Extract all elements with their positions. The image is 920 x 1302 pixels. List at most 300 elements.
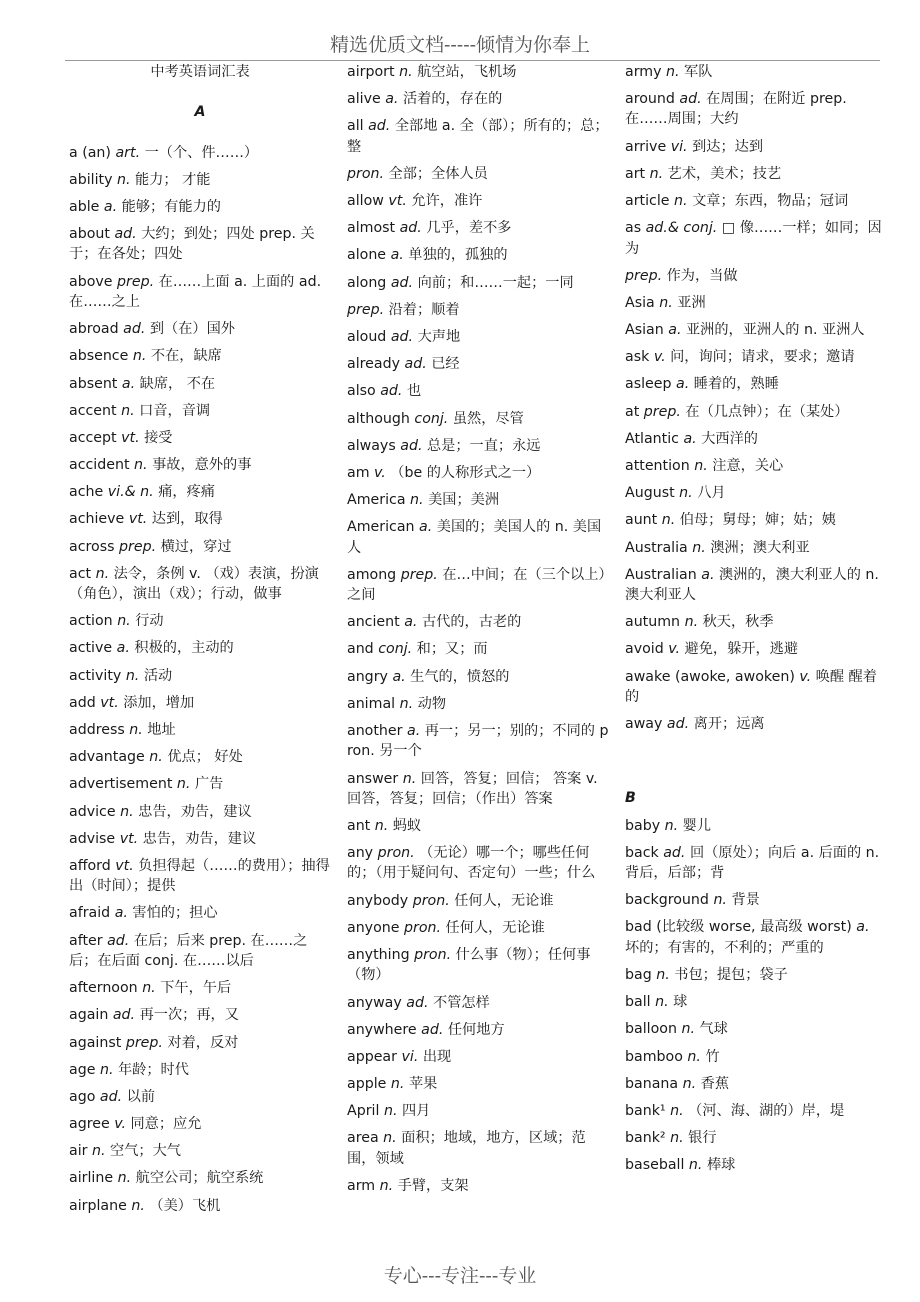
page-header: 精选优质文档-----倾情为你奉上	[329, 34, 591, 56]
vocab-entry	[625, 1128, 887, 1148]
definition: 秋天，秋季	[702, 614, 774, 631]
headword: avoid	[625, 641, 664, 658]
vocab-entry	[347, 667, 609, 687]
headword: airport	[347, 64, 395, 80]
vocab-entry	[69, 747, 331, 767]
definition: 动物	[417, 695, 447, 712]
vocab-entry	[69, 829, 331, 849]
part-of-speech: a.	[116, 640, 130, 657]
headword: always	[347, 437, 396, 454]
part-of-speech: a.	[103, 198, 118, 215]
part-of-speech: ad.& conj.	[645, 220, 718, 237]
headword: alive	[347, 91, 381, 108]
vocab-entry	[69, 374, 331, 394]
definition: 事故，意外的事	[152, 457, 252, 474]
headword: aunt	[625, 512, 658, 529]
vocab-entry	[347, 612, 609, 632]
headword: absent	[69, 375, 118, 392]
definition: 法令，条例 v. （戏）表演，扮演（角色），演出（戏）；行动，做事	[69, 565, 319, 603]
vocab-entry	[69, 143, 331, 163]
headword: act	[69, 565, 92, 582]
definition: 行动	[135, 613, 164, 630]
vocab-entry	[347, 945, 609, 986]
headword: banana	[625, 1075, 679, 1092]
part-of-speech: vt.	[119, 830, 139, 847]
definition: 大西洋的	[701, 430, 758, 447]
definition: 在后；后来 prep. 在……之后；在后面 conj. 在……以后	[69, 932, 308, 969]
definition: 接受	[144, 429, 173, 446]
vocab-entry	[347, 1074, 609, 1094]
part-of-speech: ad.	[390, 274, 414, 291]
headword: ant	[347, 817, 371, 834]
headword: article	[625, 193, 670, 210]
definition: 也	[406, 383, 422, 400]
vocab-entry	[69, 170, 331, 190]
column-3	[625, 62, 887, 1182]
headword: arrive	[625, 138, 667, 155]
definition: 空气；大气	[110, 1143, 181, 1160]
vocab-entry	[625, 667, 887, 708]
part-of-speech: n.	[670, 1102, 684, 1119]
definition: 口音，音调	[139, 402, 211, 419]
part-of-speech: ad.	[399, 220, 422, 237]
definition: 书包；提包；袋子	[674, 966, 788, 983]
part-of-speech: a.	[114, 905, 128, 922]
part-of-speech: pron.	[412, 892, 450, 909]
part-of-speech: n.	[649, 165, 664, 182]
headword: airline	[69, 1170, 114, 1187]
header-divider	[65, 60, 880, 61]
headword: air	[69, 1143, 88, 1160]
vocab-entry	[347, 300, 609, 320]
vocab-entry	[347, 218, 609, 238]
headword: agree	[69, 1116, 110, 1133]
headword: Atlantic	[625, 430, 679, 447]
headword: bad (比较级 worse, 最高级 worst)	[625, 919, 852, 936]
part-of-speech: n.	[655, 994, 669, 1011]
definition: 沿着；顺着	[388, 301, 460, 318]
definition: 美国；美洲	[428, 492, 500, 509]
vocab-entry	[347, 89, 609, 109]
headword: at	[625, 403, 640, 420]
part-of-speech: a.	[407, 723, 421, 740]
definition: 总是；一直；永远	[426, 437, 541, 454]
definition: 单独的，孤独的	[408, 247, 508, 264]
vocab-entry	[347, 694, 609, 714]
part-of-speech: n.	[383, 1103, 398, 1120]
definition: 棒球	[706, 1157, 736, 1174]
definition: 在周围；在附近 prep. 在……周围；大约	[625, 91, 847, 128]
vocab-entry	[625, 565, 887, 606]
part-of-speech: n.	[659, 294, 673, 311]
part-of-speech: vt.	[115, 857, 134, 874]
vocab-entry	[69, 401, 331, 421]
vocab-entry	[625, 1074, 887, 1094]
vocab-entry	[625, 965, 887, 985]
headword: along	[347, 274, 387, 291]
part-of-speech: a.	[121, 375, 136, 392]
headword: August	[625, 485, 675, 502]
headword: afford	[69, 857, 111, 874]
vocab-entry	[69, 509, 331, 529]
headword: advantage	[69, 749, 145, 766]
vocab-entry	[347, 327, 609, 347]
headword: another	[347, 723, 403, 740]
headword: abroad	[69, 321, 119, 338]
part-of-speech: pron.	[404, 919, 442, 936]
part-of-speech: ad.	[112, 1007, 136, 1024]
definition: 在…中间；在（三个以上）之间	[347, 566, 606, 604]
headword: bamboo	[625, 1048, 683, 1065]
part-of-speech: ad.	[421, 1021, 444, 1038]
part-of-speech: n.	[117, 613, 131, 630]
definition: 忠告，劝告，建议	[138, 803, 252, 820]
headword: army	[625, 64, 662, 80]
headword: activity	[69, 667, 122, 684]
headword: attention	[625, 458, 690, 475]
part-of-speech: vt.	[100, 694, 119, 711]
part-of-speech: n.	[402, 770, 417, 787]
headword: bank²	[625, 1130, 666, 1147]
headword: anywhere	[347, 1021, 417, 1038]
part-of-speech: ad.	[380, 383, 403, 400]
vocab-entry	[625, 218, 887, 259]
vocab-entry	[625, 1155, 887, 1175]
headword: away	[625, 716, 663, 733]
headword: American	[347, 519, 415, 536]
headword: anyway	[347, 994, 402, 1011]
definition: 缺席， 不在	[139, 375, 216, 392]
part-of-speech: a.	[390, 247, 404, 264]
definition: 地址	[147, 722, 176, 739]
vocab-entry	[347, 381, 609, 401]
part-of-speech: art.	[115, 144, 141, 161]
headword: balloon	[625, 1021, 677, 1038]
part-of-speech: vi.	[401, 1048, 419, 1065]
part-of-speech: n.	[149, 749, 163, 766]
headword: almost	[347, 220, 396, 237]
part-of-speech: n.	[125, 667, 140, 684]
vocab-entry	[347, 918, 609, 938]
vocab-entry	[625, 164, 887, 184]
part-of-speech: pron.	[377, 845, 415, 862]
vocab-entry	[69, 1033, 331, 1053]
vocab-entry	[69, 272, 331, 313]
headword: ancient	[347, 614, 400, 631]
definition: 在……上面 a. 上面的 ad. 在……之上	[69, 273, 322, 310]
definition: 忠告，劝告，建议	[142, 830, 257, 847]
part-of-speech: n.	[379, 1177, 394, 1194]
entry-list	[625, 816, 887, 1176]
definition: 和；又；而	[416, 641, 488, 658]
definition: 允许，准许	[411, 193, 483, 210]
vocab-entry	[69, 455, 331, 475]
definition: 生气的，愤怒的	[410, 668, 510, 685]
vocab-entry	[347, 565, 609, 606]
headword: any	[347, 845, 374, 862]
headword: absence	[69, 348, 129, 365]
headword: alone	[347, 247, 387, 264]
column-1	[69, 62, 331, 1223]
headword: anyone	[347, 919, 400, 936]
definition: 能力； 才能	[135, 171, 211, 188]
headword: active	[69, 640, 113, 657]
vocab-entry	[625, 510, 887, 530]
headword: Australian	[625, 566, 697, 583]
definition: 八月	[697, 485, 726, 502]
vocab-entry	[347, 1176, 609, 1196]
vocab-entry	[347, 436, 609, 456]
definition: 能够；有能力的	[121, 198, 221, 215]
vocab-entry	[347, 490, 609, 510]
vocab-entry	[347, 891, 609, 911]
part-of-speech: conj.	[378, 641, 413, 658]
definition: 什么事（物）；任何事（物）	[347, 947, 591, 984]
part-of-speech: n.	[134, 457, 148, 474]
part-of-speech: vt.	[128, 511, 148, 528]
part-of-speech: ad.	[679, 91, 702, 108]
headword: appear	[347, 1048, 397, 1065]
part-of-speech: a.	[701, 566, 715, 583]
definition: 亚洲的，亚洲人的 n. 亚洲人	[685, 322, 865, 339]
vocab-entry	[347, 769, 609, 810]
definition: 任何地方	[447, 1021, 505, 1038]
part-of-speech: conj.	[414, 410, 449, 427]
vocab-entry	[625, 191, 887, 211]
vocab-entry	[625, 890, 887, 910]
vocab-entry	[69, 931, 331, 972]
vocab-entry	[69, 1087, 331, 1107]
headword: Asian	[625, 322, 664, 339]
definition: 面积；地域，地方，区域；范围，领域	[347, 1130, 586, 1167]
headword: America	[347, 492, 406, 509]
definition: 航空站，飞机场	[417, 64, 517, 80]
headword: animal	[347, 695, 396, 712]
part-of-speech: vi.& n.	[107, 484, 154, 501]
definition: 文章；东西，物品；冠词	[692, 193, 849, 210]
definition: 全部；全体人员	[388, 165, 488, 182]
vocab-entry	[347, 1047, 609, 1067]
page-footer: 专心---专注---专业	[383, 1265, 537, 1287]
part-of-speech: ad.	[390, 328, 414, 345]
definition: 到达；达到	[692, 138, 764, 155]
definition: 负担得起（……的费用）；抽得出（时间）；提供	[69, 857, 330, 895]
part-of-speech: n.	[684, 614, 699, 631]
headword: also	[347, 383, 376, 400]
headword: accent	[69, 402, 117, 419]
headword: art	[625, 165, 646, 182]
definition: 澳洲的，澳大利亚人的 n. 澳大利亚人	[625, 566, 879, 604]
part-of-speech: n.	[117, 1170, 132, 1187]
column-2	[347, 62, 609, 1203]
vocab-entry	[347, 843, 609, 884]
part-of-speech: n.	[664, 817, 679, 834]
vocab-entry	[69, 611, 331, 631]
definition: 澳洲；澳大利亚	[710, 539, 810, 556]
part-of-speech: n.	[120, 803, 134, 820]
definition: 伯母；舅母；婶；姑；姨	[679, 512, 836, 529]
headword: around	[625, 91, 675, 108]
definition: 大约；到处；四处 prep. 关于；在各处；四处	[69, 226, 315, 263]
part-of-speech: n.	[131, 1197, 145, 1214]
part-of-speech: a.	[683, 430, 697, 447]
part-of-speech: v.	[374, 464, 386, 481]
headword: anybody	[347, 892, 409, 909]
part-of-speech: n.	[383, 1130, 397, 1147]
vocab-entry	[625, 293, 887, 313]
headword: back	[625, 844, 659, 861]
definition: 已经	[431, 356, 460, 373]
definition: 向前；和……一起；一同	[417, 274, 574, 291]
part-of-speech: ad.	[114, 226, 137, 243]
headword: a (an)	[69, 144, 111, 161]
definition: （be 的人称形式之一）	[390, 464, 541, 481]
definition: 任何人，无论谁	[454, 892, 554, 909]
headword: ball	[625, 994, 651, 1011]
part-of-speech: n.	[410, 492, 424, 509]
part-of-speech: n.	[99, 1061, 114, 1078]
part-of-speech: n.	[176, 776, 191, 793]
part-of-speech: vt.	[121, 429, 140, 446]
definition: 离开；远离	[693, 716, 765, 733]
vocab-entry	[69, 903, 331, 923]
headword: am	[347, 464, 370, 481]
vocab-entry	[69, 197, 331, 217]
vocab-entry	[625, 1019, 887, 1039]
part-of-speech: ad.	[99, 1088, 123, 1105]
headword: ache	[69, 484, 104, 501]
vocab-entry	[625, 639, 887, 659]
section-gap	[625, 741, 887, 788]
definition: 唤醒 醒着的	[625, 668, 877, 705]
part-of-speech: n.	[713, 892, 727, 909]
part-of-speech: pron.	[347, 165, 385, 182]
part-of-speech: a.	[668, 322, 682, 339]
headword: allow	[347, 193, 384, 210]
entry-list	[347, 62, 609, 1196]
vocab-entry	[347, 273, 609, 293]
vocab-entry	[69, 1141, 331, 1161]
vocab-entry	[625, 137, 887, 157]
headword: among	[347, 566, 397, 583]
vocab-entry	[347, 409, 609, 429]
vocab-entry	[347, 354, 609, 374]
headword: baby	[625, 817, 661, 834]
vocab-entry	[69, 319, 331, 339]
headword: achieve	[69, 511, 125, 528]
vocab-entry	[69, 428, 331, 448]
headword: baseball	[625, 1157, 685, 1174]
headword: aloud	[347, 328, 387, 345]
vocab-entry	[625, 1047, 887, 1067]
vocab-entry	[625, 816, 887, 836]
part-of-speech: n.	[679, 485, 693, 502]
vocab-entry	[347, 1101, 609, 1121]
definition: 活动	[143, 667, 173, 684]
definition: 再一次；再，又	[139, 1007, 239, 1024]
entry-list	[625, 62, 887, 734]
headword: April	[347, 1103, 380, 1120]
definition: 一（个、件……）	[144, 144, 259, 161]
vocab-entry	[625, 612, 887, 632]
headword: advertisement	[69, 776, 173, 793]
headword: bank¹	[625, 1102, 666, 1119]
vocab-entry	[625, 992, 887, 1012]
part-of-speech: vi.	[670, 138, 688, 155]
vocab-entry	[69, 856, 331, 897]
part-of-speech: prep.	[625, 267, 663, 284]
headword: background	[625, 892, 709, 909]
part-of-speech: v.	[799, 668, 812, 685]
definition: 银行	[688, 1130, 717, 1147]
definition: 添加，增加	[123, 694, 195, 711]
part-of-speech: n.	[687, 1048, 701, 1065]
definition: 军队	[684, 64, 713, 80]
vocab-entry	[69, 1060, 331, 1080]
vocab-entry	[69, 564, 331, 605]
headword: ask	[625, 349, 650, 366]
vocab-entry	[625, 456, 887, 476]
headword: autumn	[625, 614, 681, 631]
vocab-entry	[625, 374, 887, 394]
vocab-entry	[347, 993, 609, 1013]
part-of-speech: n.	[666, 64, 680, 80]
part-of-speech: prep.	[347, 301, 385, 318]
vocab-entry	[69, 666, 331, 686]
headword: above	[69, 273, 113, 290]
definition: 在（几点钟）；在（某处）	[685, 403, 849, 420]
vocab-entry	[69, 720, 331, 740]
part-of-speech: n.	[674, 193, 688, 210]
definition: （美）飞机	[149, 1197, 221, 1214]
vocab-entry	[69, 482, 331, 502]
entry-list	[69, 143, 331, 1216]
headword: although	[347, 410, 410, 427]
headword: address	[69, 722, 125, 739]
headword: ability	[69, 171, 113, 188]
definition: 香蕉	[700, 1075, 730, 1092]
part-of-speech: ad.	[368, 118, 391, 135]
section-letter-b: B	[625, 790, 636, 807]
part-of-speech: n.	[681, 1021, 695, 1038]
definition: 任何人，无论谁	[445, 919, 545, 936]
headword: advice	[69, 803, 116, 820]
vocab-entry	[347, 721, 609, 762]
vocab-entry	[347, 245, 609, 265]
definition: 问，询问；请求，要求；邀请	[670, 349, 855, 366]
part-of-speech: a.	[392, 668, 406, 685]
headword: Asia	[625, 294, 655, 311]
vocab-entry	[347, 639, 609, 659]
vocab-entry	[69, 346, 331, 366]
definition: 不在，缺席	[150, 348, 222, 365]
definition: 几乎，差不多	[426, 220, 512, 237]
vocab-entry	[347, 164, 609, 184]
part-of-speech: ad.	[666, 716, 690, 733]
definition: 艺术，美术；技艺	[667, 165, 782, 182]
definition: （河、海、湖的）岸，堤	[688, 1102, 845, 1119]
part-of-speech: a.	[856, 919, 870, 936]
part-of-speech: ad.	[663, 844, 686, 861]
part-of-speech: a.	[676, 376, 690, 393]
part-of-speech: n.	[692, 539, 706, 556]
definition: 广告	[194, 776, 224, 793]
vocab-entry	[625, 347, 887, 367]
definition: 作为，当做	[666, 267, 738, 284]
definition: 古代的，古老的	[421, 614, 522, 631]
headword: afternoon	[69, 980, 138, 997]
vocab-entry	[625, 266, 887, 286]
